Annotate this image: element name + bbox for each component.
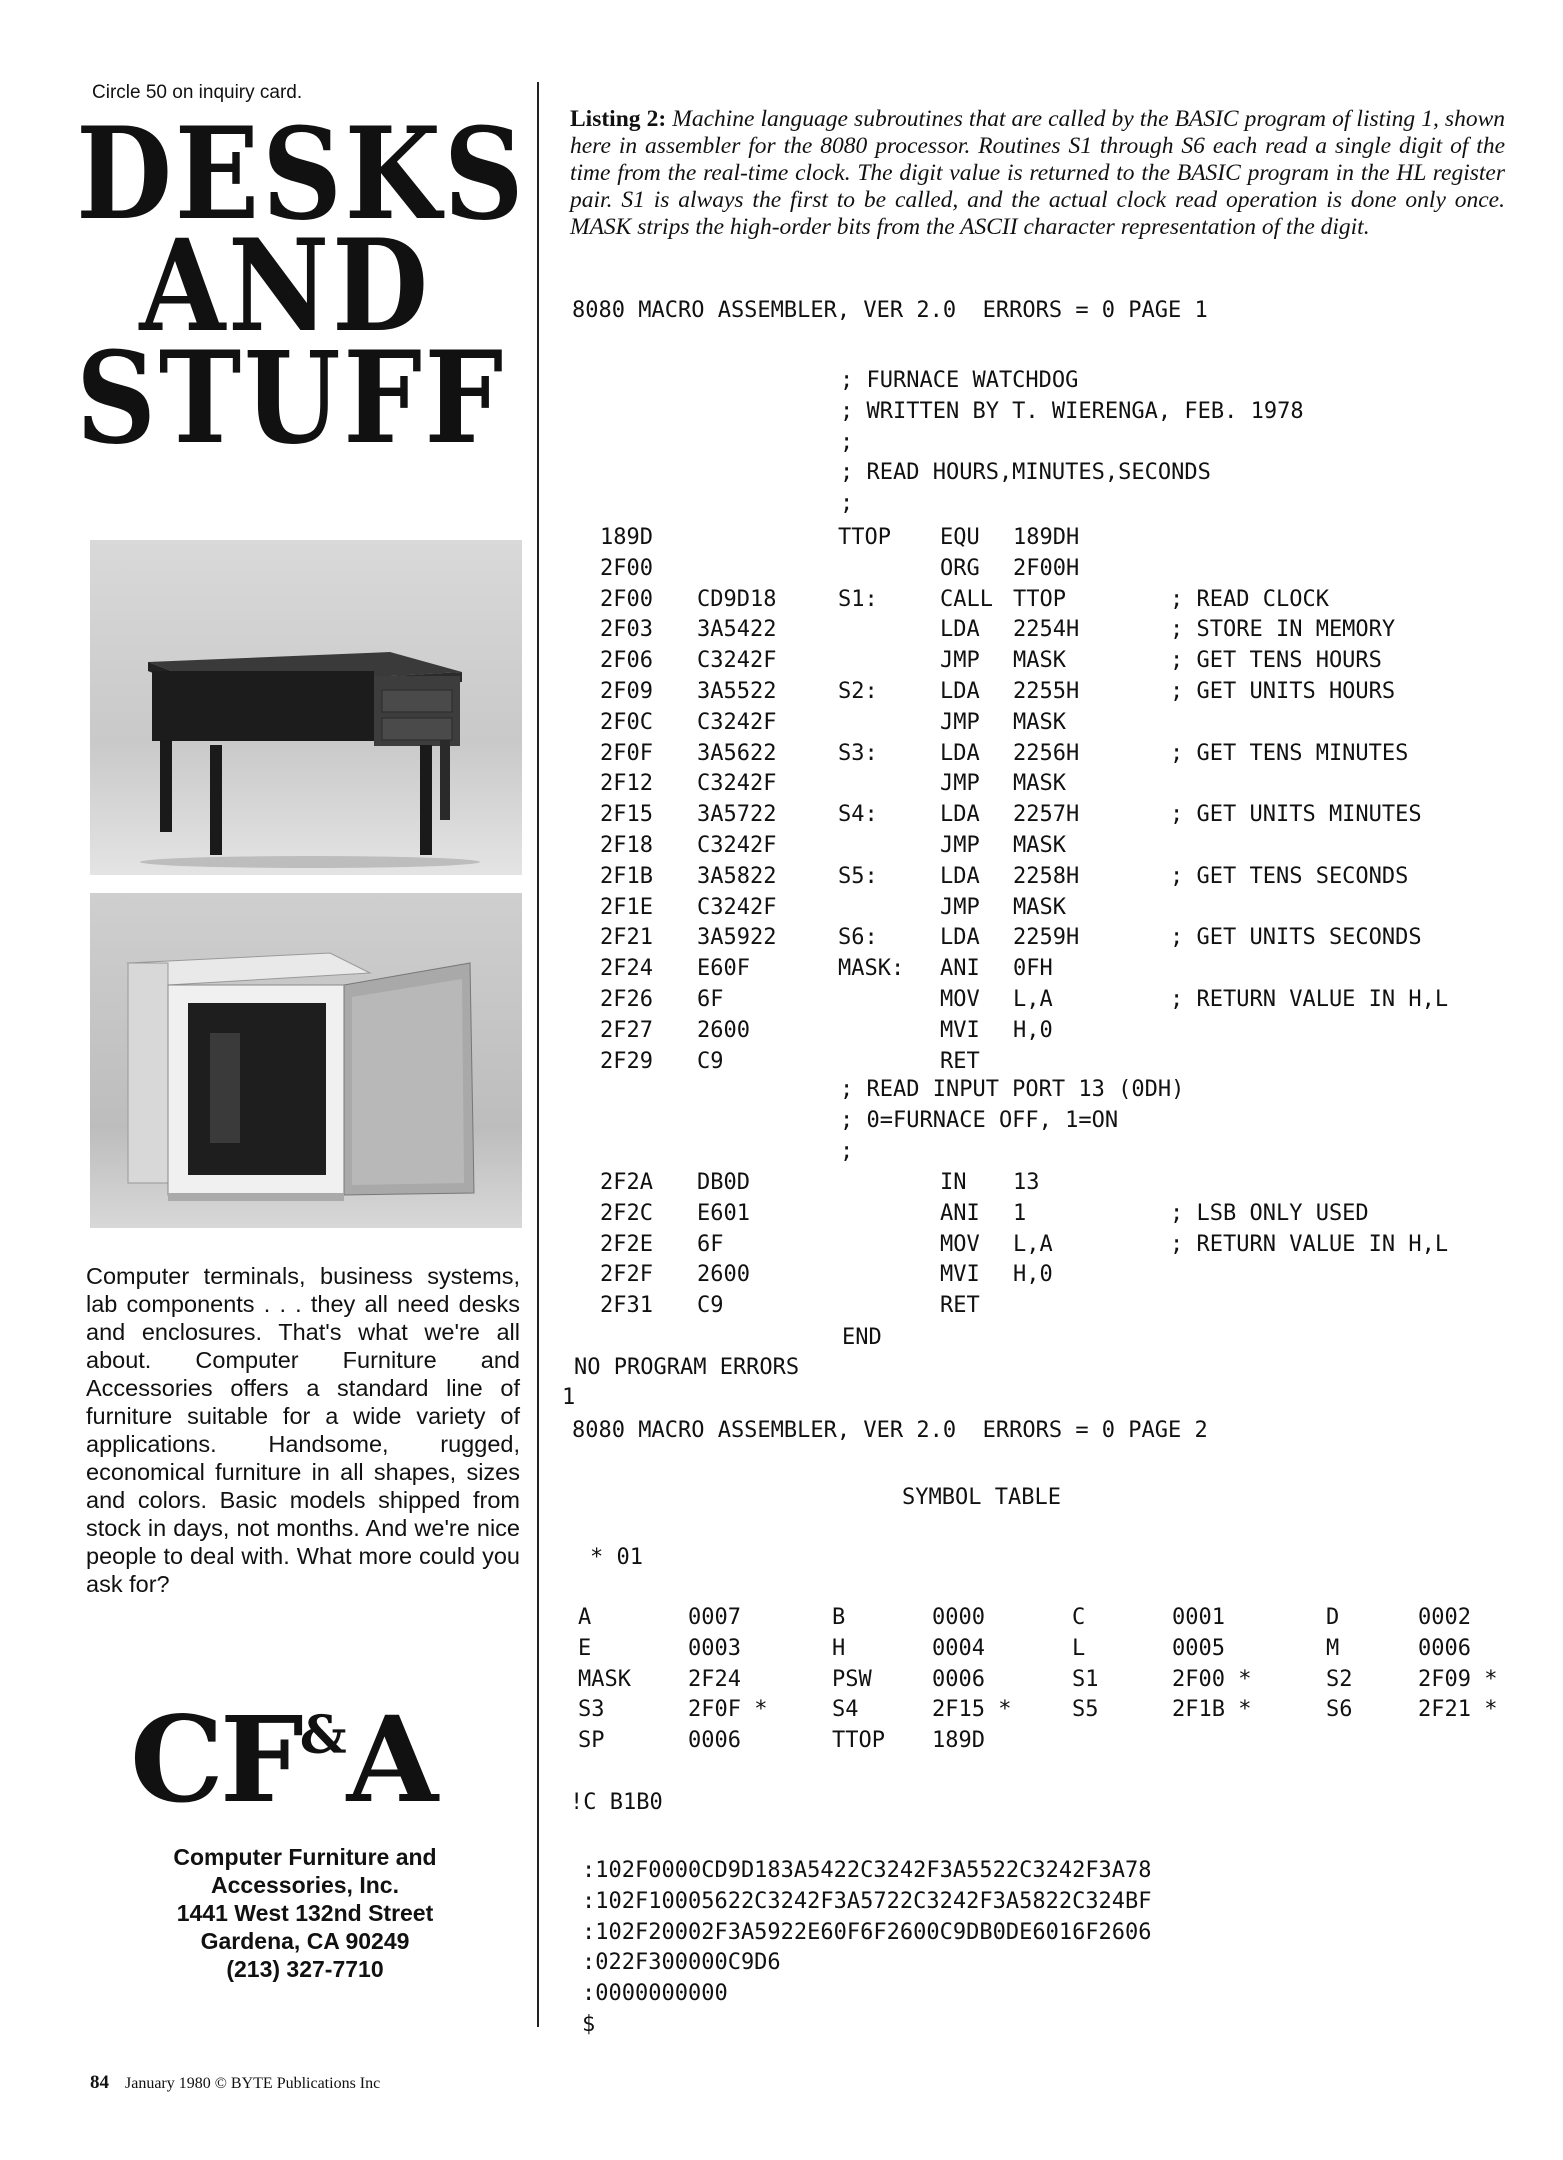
assembler-header-2: 8080 MACRO ASSEMBLER, VER 2.0 ERRORS = 0 PAGE 2: [572, 1418, 1208, 1443]
address-field: 2F09: [600, 679, 653, 704]
address-field: 2F1B: [600, 863, 653, 889]
hex-record-line: :102F10005622C3242F3A5722C3242F3A5822C324BF: [582, 1888, 1152, 1914]
operand-field: 2254H: [1013, 617, 1080, 643]
operand-field: MASK: [1013, 709, 1066, 735]
headline-line: DESKS: [76, 100, 527, 248]
opcode-field: MVI: [940, 1017, 980, 1043]
opcode-field: JMP: [940, 648, 980, 674]
listing-code-line: [0, 1232, 1563, 1262]
address-field: 2F06: [600, 648, 653, 674]
symbol-value: 2F00 *: [1172, 1666, 1252, 1692]
address-field: 2F12: [600, 771, 653, 797]
listing-code-line: [0, 771, 1563, 801]
opcode-field: ANI: [940, 956, 980, 982]
operand-field: 0FH: [1013, 956, 1053, 982]
opcode-field: JMP: [940, 771, 980, 797]
object-code-field: 6F: [697, 1231, 724, 1257]
symbol-name: S2: [1326, 1666, 1353, 1692]
comment-field: ; READ CLOCK: [1170, 586, 1329, 612]
listing-code-line: [0, 1201, 1563, 1231]
address-field: 2F21: [600, 925, 653, 951]
page-break-marker: 1: [562, 1385, 576, 1410]
listing-code-line: [0, 1293, 1563, 1323]
listing-code-line: [0, 1049, 1563, 1079]
address-field: 2F1E: [600, 894, 653, 920]
symbol-name: L: [1072, 1635, 1086, 1661]
company-name-line: Accessories, Inc.: [211, 1872, 399, 1898]
listing-code-line: [0, 617, 1563, 647]
symbol-value: 2F15 *: [932, 1697, 1012, 1723]
operand-field: MASK: [1013, 894, 1066, 920]
address-field: 2F0F: [600, 740, 653, 766]
listing-code-line: [0, 895, 1563, 925]
listing-code-line: [0, 925, 1563, 955]
address-field: 2F0C: [600, 709, 653, 735]
symbol-value: 0002: [1418, 1605, 1471, 1630]
symbol-name: TTOP: [832, 1728, 885, 1754]
symbol-value: 0007: [688, 1605, 741, 1630]
listing-code-line: [0, 802, 1563, 832]
opcode-field: MOV: [940, 987, 980, 1012]
listing-code-line: [0, 1018, 1563, 1048]
address-field: 2F00: [600, 586, 653, 612]
caption-label: Listing 2:: [570, 106, 667, 132]
opcode-field: JMP: [940, 709, 980, 735]
comment-line: ; READ HOURS,MINUTES,SECONDS: [840, 460, 1211, 486]
opcode-field: MVI: [940, 1262, 980, 1288]
listing-code-line: [0, 648, 1563, 678]
operand-field: H,0: [1013, 1017, 1053, 1043]
label-field: S6:: [838, 925, 878, 951]
object-code-field: C3242F: [697, 709, 777, 735]
label-field: S4:: [838, 802, 878, 828]
object-code-field: C3242F: [697, 648, 777, 674]
symbol-table-row: [0, 1605, 1563, 1635]
object-code-field: C3242F: [697, 833, 777, 858]
hex-record-line: :0000000000: [582, 1981, 728, 2007]
object-code-field: 6F: [697, 987, 724, 1012]
symbol-name: D: [1326, 1605, 1340, 1630]
hex-record-line: :102F0000CD9D183A5422C3242F3A5522C3242F3A78: [582, 1858, 1152, 1883]
symbol-table-title: SYMBOL TABLE: [902, 1485, 1061, 1510]
symbol-name: M: [1326, 1635, 1340, 1661]
label-field: TTOP: [838, 525, 891, 550]
symbol-value: 2F09 *: [1418, 1666, 1498, 1692]
symbol-name: S6: [1326, 1697, 1353, 1723]
comment-field: ; GET UNITS SECONDS: [1170, 925, 1422, 951]
comment-field: ; GET UNITS MINUTES: [1170, 802, 1422, 828]
object-code-field: CD9D18: [697, 586, 777, 612]
logo-end: A: [346, 1690, 435, 1829]
label-field: S5:: [838, 863, 878, 889]
symbol-table-row: [0, 1636, 1563, 1666]
address-field: 2F18: [600, 833, 653, 858]
comment-line: ; READ INPUT PORT 13 (0DH): [840, 1077, 1185, 1102]
opcode-field: CALL: [940, 586, 993, 612]
listing-code-line: [0, 956, 1563, 986]
opcode-field: LDA: [940, 679, 980, 704]
caption-text: Machine language subroutines that are called by the BASIC program of listing 1, shown here in assembler for the 8080 processor. Routines S1 through S6 each read a single digit of the time from the real-time clock. The digit value is returned to the BASIC program in the HL register pair. S1 is always the first to be called, and the actual clock read operation is done only once. MASK strips the high-order bits from the ASCII character representation of the digit.: [570, 106, 1505, 240]
object-code-field: 3A5622: [697, 740, 777, 766]
object-code-field: 3A5422: [697, 617, 777, 643]
listing-code-line: [0, 710, 1563, 740]
address-field: 2F31: [600, 1293, 653, 1319]
opcode-field: JMP: [940, 894, 980, 920]
symbol-name: S4: [832, 1697, 859, 1723]
opcode-field: RET: [940, 1293, 980, 1319]
symbol-name: C: [1072, 1605, 1086, 1630]
address-field: 2F29: [600, 1048, 653, 1074]
listing-code-line: [0, 525, 1563, 555]
listing-code-line: [0, 1262, 1563, 1292]
no-errors-line: NO PROGRAM ERRORS: [574, 1355, 800, 1380]
object-code-field: 3A5722: [697, 802, 777, 828]
object-code-field: C9: [697, 1048, 724, 1074]
operand-field: 2257H: [1013, 802, 1080, 828]
phone-number: (213) 327-7710: [226, 1956, 384, 1982]
logo-main: CF: [130, 1690, 300, 1829]
operand-field: MASK: [1013, 648, 1066, 674]
comment-field: ; GET TENS SECONDS: [1170, 863, 1409, 889]
object-code-field: E601: [697, 1200, 750, 1226]
opcode-field: LDA: [940, 740, 980, 766]
comment-line: ;: [840, 429, 854, 455]
command-line: !C B1B0: [570, 1790, 663, 1815]
symbol-name: S1: [1072, 1666, 1099, 1692]
symbol-name: A: [578, 1605, 592, 1630]
listing-code-line: [0, 864, 1563, 894]
opcode-field: ORG: [940, 555, 980, 581]
comment-line: ; WRITTEN BY T. WIERENGA, FEB. 1978: [840, 398, 1304, 424]
listing-code-line: [0, 741, 1563, 771]
comment-line: ; FURNACE WATCHDOG: [840, 368, 1079, 393]
symbol-value: 0004: [932, 1635, 985, 1661]
footer-text: January 1980 © BYTE Publications Inc: [125, 2075, 381, 2092]
symbol-name: S3: [578, 1697, 605, 1723]
symbol-table-row: [0, 1697, 1563, 1727]
comment-field: ; LSB ONLY USED: [1170, 1200, 1369, 1226]
city-state-zip: Gardena, CA 90249: [200, 1928, 410, 1954]
symbol-value: 0006: [1418, 1635, 1471, 1661]
operand-field: MASK: [1013, 771, 1066, 797]
opcode-field: LDA: [940, 925, 980, 951]
opcode-field: RET: [940, 1048, 980, 1074]
address-field: 2F27: [600, 1017, 653, 1043]
label-field: S1:: [838, 586, 878, 612]
operand-field: MASK: [1013, 833, 1066, 858]
label-field: MASK:: [838, 956, 905, 982]
end-directive: END: [842, 1325, 882, 1350]
operand-field: 2259H: [1013, 925, 1080, 951]
address-field: 2F00: [600, 555, 653, 581]
object-code-field: 3A5922: [697, 925, 777, 951]
address-field: 2F2F: [600, 1262, 653, 1288]
symbol-name: B: [832, 1605, 846, 1630]
symbol-name: MASK: [578, 1666, 631, 1692]
street-address: 1441 West 132nd Street: [176, 1900, 434, 1926]
symbol-value: 0000: [932, 1605, 985, 1630]
operand-field: 2256H: [1013, 740, 1080, 766]
symbol-value: 0006: [932, 1666, 985, 1692]
object-code-field: 2600: [697, 1262, 750, 1288]
symbol-value: 2F24: [688, 1666, 741, 1692]
comment-field: ; GET TENS MINUTES: [1170, 740, 1409, 766]
opcode-field: LDA: [940, 802, 980, 828]
operand-field: TTOP: [1013, 586, 1066, 612]
hex-record-line: $: [582, 2012, 596, 2037]
symbol-value: 189D: [932, 1728, 985, 1754]
symbol-table-row: [0, 1667, 1563, 1697]
symbol-table-row: [0, 1728, 1563, 1758]
company-name-line: Computer Furniture and: [173, 1844, 437, 1870]
address-field: 2F2C: [600, 1200, 653, 1226]
comment-field: ; GET UNITS HOURS: [1170, 679, 1396, 704]
object-code-field: 2600: [697, 1017, 750, 1043]
operand-field: L,A: [1013, 987, 1053, 1012]
operand-field: 189DH: [1013, 525, 1080, 550]
opcode-field: LDA: [940, 617, 980, 643]
address-field: 2F2E: [600, 1231, 653, 1257]
symbol-value: 0001: [1172, 1605, 1225, 1630]
comment-field: ; RETURN VALUE IN H,L: [1170, 987, 1449, 1012]
logo-ampersand: &: [299, 1705, 347, 1766]
address-field: 2F15: [600, 802, 653, 828]
symbol-value: 2F21 *: [1418, 1697, 1498, 1723]
symbol-value: 0005: [1172, 1635, 1225, 1661]
operand-field: 2258H: [1013, 863, 1080, 889]
operand-field: 1: [1013, 1200, 1027, 1226]
object-code-field: 3A5522: [697, 679, 777, 704]
comment-line: ; 0=FURNACE OFF, 1=ON: [840, 1107, 1119, 1133]
symbol-name: E: [578, 1635, 592, 1661]
listing-code-line: [0, 556, 1563, 586]
opcode-field: JMP: [940, 833, 980, 858]
opcode-field: ANI: [940, 1200, 980, 1226]
comment-field: ; RETURN VALUE IN H,L: [1170, 1231, 1449, 1257]
symbol-value: 2F0F *: [688, 1697, 768, 1723]
label-field: S2:: [838, 679, 878, 704]
ad-body-text: Computer terminals, business systems, lab components . . . they all need desks and enclosures. That's what we're all about. Computer Furniture and Accessories offers a standard line of furniture suitable for a wide variety of applications. Handsome, rugged, economical furniture in all shapes, sizes and colors. Basic models shipped from stock in days, not months. And we're nice people to deal with. What more could you ask for?: [86, 1263, 520, 1597]
object-code-field: C9: [697, 1293, 724, 1319]
symbol-value: 0006: [688, 1728, 741, 1754]
opcode-field: IN: [940, 1170, 967, 1195]
address-field: 2F26: [600, 987, 653, 1012]
operand-field: 2255H: [1013, 679, 1080, 704]
listing-code-line: [0, 987, 1563, 1017]
page-number: 84: [90, 2072, 109, 2093]
object-code-field: E60F: [697, 956, 750, 982]
opcode-field: MOV: [940, 1231, 980, 1257]
comment-field: ; GET TENS HOURS: [1170, 648, 1382, 674]
listing-code-line: [0, 587, 1563, 617]
comment-line: ;: [840, 1138, 854, 1164]
symbol-value: 0003: [688, 1635, 741, 1661]
opcode-field: LDA: [940, 863, 980, 889]
operand-field: 2F00H: [1013, 555, 1080, 581]
listing-code-line: [0, 679, 1563, 709]
symbol-name: H: [832, 1635, 846, 1661]
symbol-group: * 01: [590, 1545, 643, 1570]
object-code-field: C3242F: [697, 771, 777, 797]
object-code-field: DB0D: [697, 1170, 750, 1195]
address-field: 2F24: [600, 956, 653, 982]
operand-field: L,A: [1013, 1231, 1053, 1257]
assembler-header: 8080 MACRO ASSEMBLER, VER 2.0 ERRORS = 0 PAGE 1: [572, 298, 1208, 323]
symbol-name: S5: [1072, 1697, 1099, 1723]
listing-code-line: [0, 1170, 1563, 1200]
comment-line: ;: [840, 491, 854, 517]
headline-line: STUFF: [76, 324, 506, 472]
object-code-field: 3A5822: [697, 863, 777, 889]
listing-code-line: [0, 833, 1563, 863]
address-field: 2F2A: [600, 1170, 653, 1195]
symbol-name: SP: [578, 1728, 605, 1754]
comment-field: ; STORE IN MEMORY: [1170, 617, 1396, 643]
object-code-field: C3242F: [697, 894, 777, 920]
hex-record-line: :102F20002F3A5922E60F6F2600C9DB0DE6016F2606: [582, 1919, 1152, 1945]
opcode-field: EQU: [940, 525, 980, 550]
operand-field: 13: [1013, 1170, 1040, 1195]
inquiry-note: Circle 50 on inquiry card.: [92, 82, 303, 103]
operand-field: H,0: [1013, 1262, 1053, 1288]
address-field: 189D: [600, 525, 653, 550]
headline-line: AND: [139, 212, 431, 360]
hex-record-line: :022F300000C9D6: [582, 1950, 781, 1976]
label-field: S3:: [838, 740, 878, 766]
symbol-name: PSW: [832, 1666, 872, 1692]
address-field: 2F03: [600, 617, 653, 643]
symbol-value: 2F1B *: [1172, 1697, 1252, 1723]
